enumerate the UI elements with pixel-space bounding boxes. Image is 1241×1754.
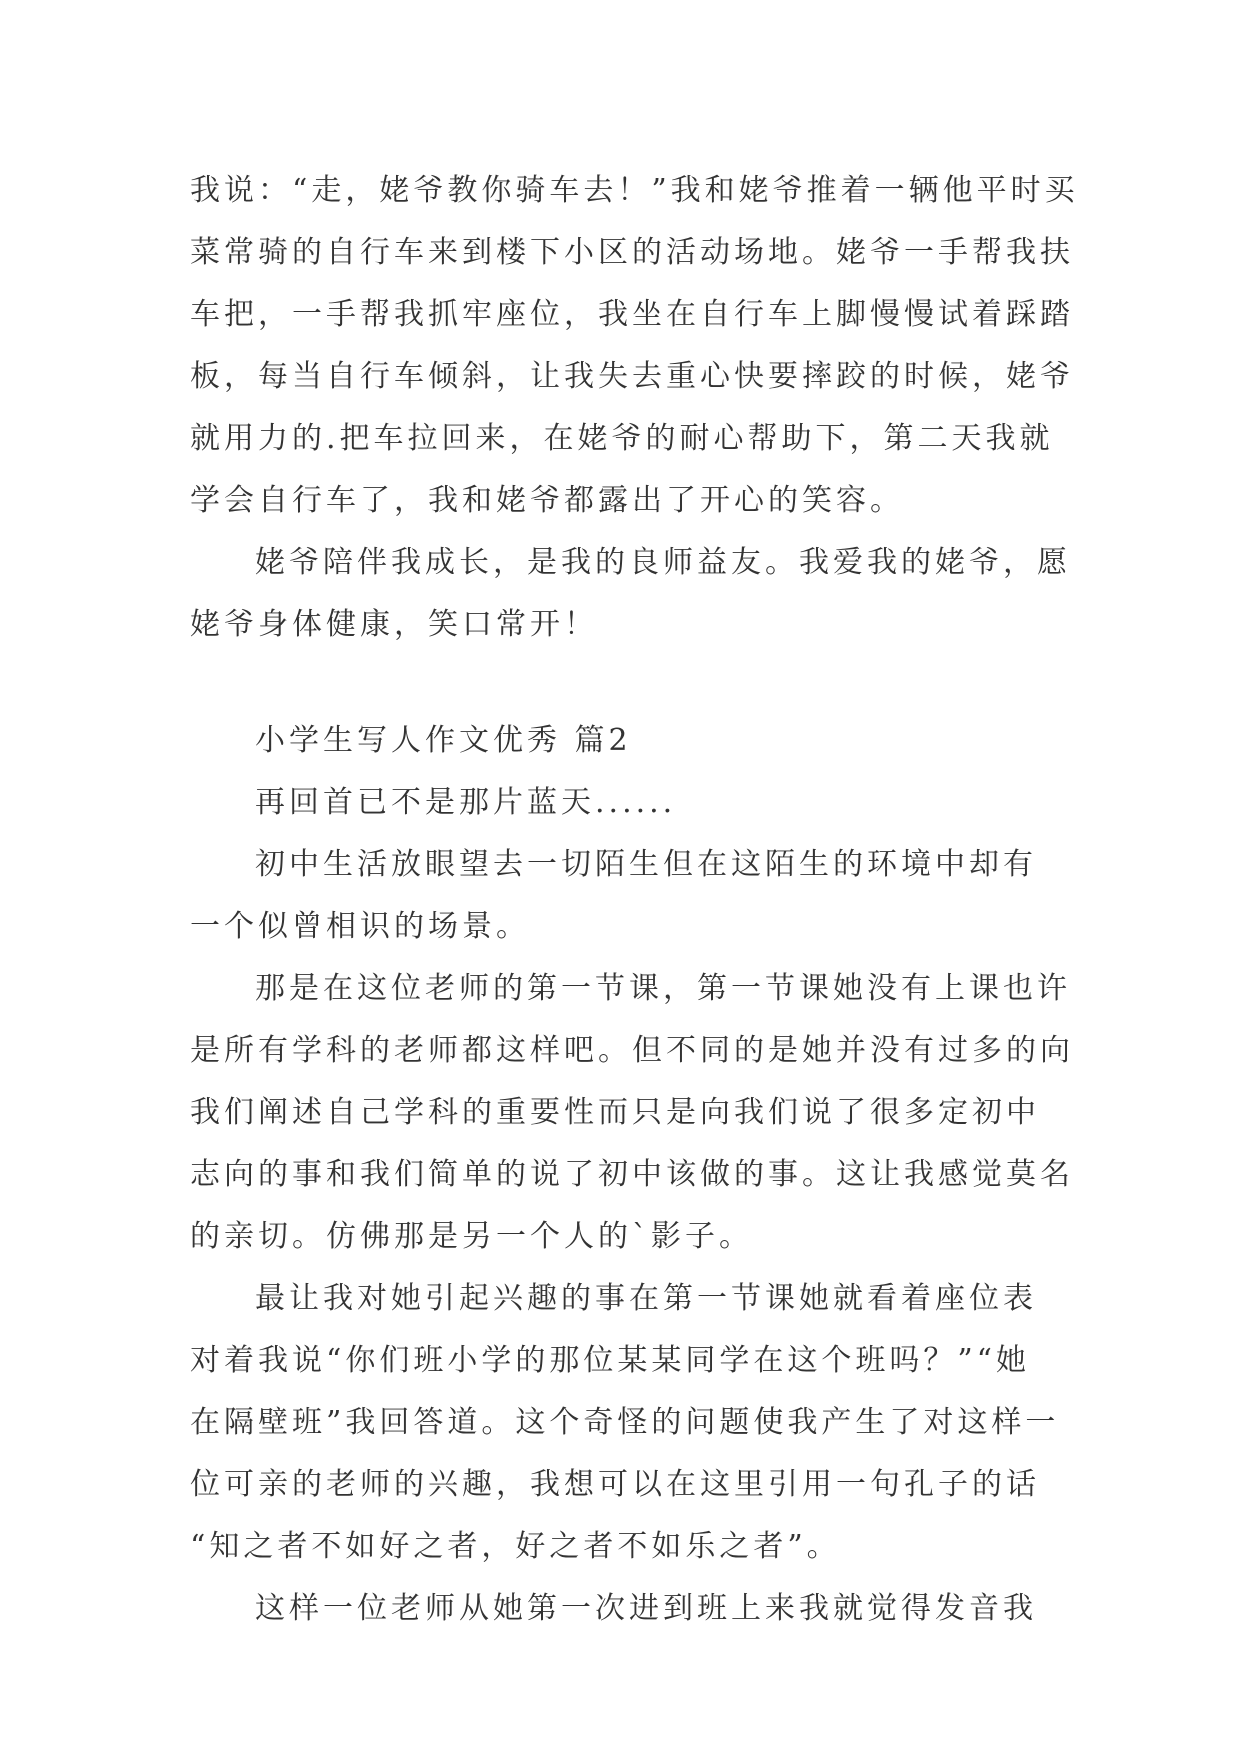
text-line: 位可亲的老师的兴趣，我想可以在这里引用一句孔子的话 [190,1467,1040,1502]
text-line: 一个似曾相识的场景。 [190,909,530,944]
text-line: 我们阐述自己学科的重要性而只是向我们说了很多定初中 [190,1095,1040,1130]
text-line: 就用力的.把车拉回来，在姥爷的耐心帮助下，第二天我就 [190,421,1054,456]
text-line: 那是在这位老师的第一节课，第一节课她没有上课也许 [255,971,1071,1006]
section-heading: 小学生写人作文优秀 篇2 [255,723,632,758]
text-line: 志向的事和我们简单的说了初中该做的事。这让我感觉莫名 [190,1157,1074,1192]
text-line: 板，每当自行车倾斜，让我失去重心快要摔跤的时候，姥爷 [190,359,1074,394]
text-line: 初中生活放眼望去一切陌生但在这陌生的环境中却有 [255,847,1037,882]
text-line: 是所有学科的老师都这样吧。但不同的是她并没有过多的向 [190,1033,1074,1068]
text-line: 再回首已不是那片蓝天...... [255,785,677,820]
text-line: “知之者不如好之者，好之者不如乐之者”。 [190,1529,841,1564]
text-line: 对着我说“你们班小学的那位某某同学在这个班吗？”“她 [190,1343,1031,1378]
text-line: 我说：“走，姥爷教你骑车去！”我和姥爷推着一辆他平时买 [190,173,1079,208]
section-gap [190,656,1060,710]
text-line: 姥爷身体健康，笑口常开！ [190,607,598,642]
text-line: 的亲切。仿佛那是另一个人的`影子。 [190,1219,753,1254]
text-line: 学会自行车了，我和姥爷都露出了开心的笑容。 [190,483,904,518]
article-body [190,160,1079,1640]
text-line: 在隔壁班”我回答道。这个奇怪的问题使我产生了对这样一 [190,1405,1060,1440]
text-line: 车把，一手帮我抓牢座位，我坐在自行车上脚慢慢试着踩踏 [190,297,1074,332]
text-line: 姥爷陪伴我成长，是我的良师益友。我爱我的姥爷，愿 [255,545,1071,580]
text-line: 这样一位老师从她第一次进到班上来我就觉得发音我 [255,1591,1037,1626]
text-line: 菜常骑的自行车来到楼下小区的活动场地。姥爷一手帮我扶 [190,235,1074,270]
text-line: 最让我对她引起兴趣的事在第一节课她就看着座位表 [255,1281,1037,1316]
